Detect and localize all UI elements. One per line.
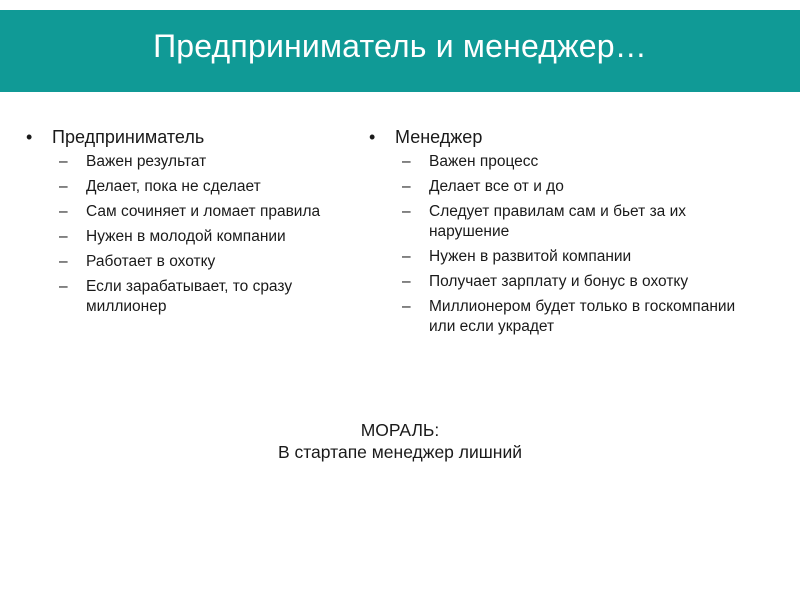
list-item: – Важен процесс (402, 153, 539, 170)
dash-icon: – (402, 153, 411, 170)
list-item: – Делает все от и до (402, 178, 564, 195)
dash-icon: – (402, 203, 411, 220)
entrepreneur-heading: Предприниматель (52, 127, 205, 147)
list-item: – Работает в охотку (59, 253, 216, 270)
dash-icon: – (402, 178, 411, 195)
list-item: – Миллионером будет только в госкомпании или если украдет (402, 298, 736, 335)
dash-icon: – (59, 153, 68, 170)
entrepreneur-heading-item (26, 126, 346, 148)
list-item: – Если зарабатывает, то сразу миллионер (59, 278, 293, 315)
dash-icon: – (59, 253, 68, 270)
list-item: – Нужен в развитой компании (402, 248, 632, 265)
dash-icon: – (402, 298, 411, 315)
list-item: – Нужен в молодой компании (59, 228, 286, 245)
list-item: – Важен результат (59, 153, 207, 170)
manager-heading-item (369, 126, 749, 148)
dash-icon: – (59, 278, 68, 295)
dash-icon: – (402, 248, 411, 265)
list-item: – Получает зарплату и бонус в охотку (402, 273, 689, 290)
dash-icon: – (59, 178, 68, 195)
dash-icon: – (59, 228, 68, 245)
bullet-icon: • (26, 127, 33, 147)
manager-traits (369, 152, 749, 337)
bullet-icon: • (369, 127, 376, 147)
entrepreneur-traits (26, 152, 346, 317)
list-item: – Делает, пока не сделает (59, 178, 261, 195)
manager-column (369, 126, 749, 342)
dash-icon: – (59, 203, 68, 220)
list-item: – Сам сочиняет и ломает правила (59, 203, 321, 220)
moral-conclusion: В стартапе менеджер лишний (277, 442, 523, 462)
slide-title: Предприниматель и менеджер… (153, 27, 647, 64)
list-item: – Следует правилам сам и бьет за их нарушение (402, 203, 687, 240)
moral-label: МОРАЛЬ: (360, 420, 440, 440)
dash-icon: – (402, 273, 411, 290)
manager-heading: Менеджер (395, 127, 483, 147)
moral-block (0, 419, 800, 463)
title-bar (0, 10, 800, 92)
entrepreneur-column (26, 126, 346, 322)
